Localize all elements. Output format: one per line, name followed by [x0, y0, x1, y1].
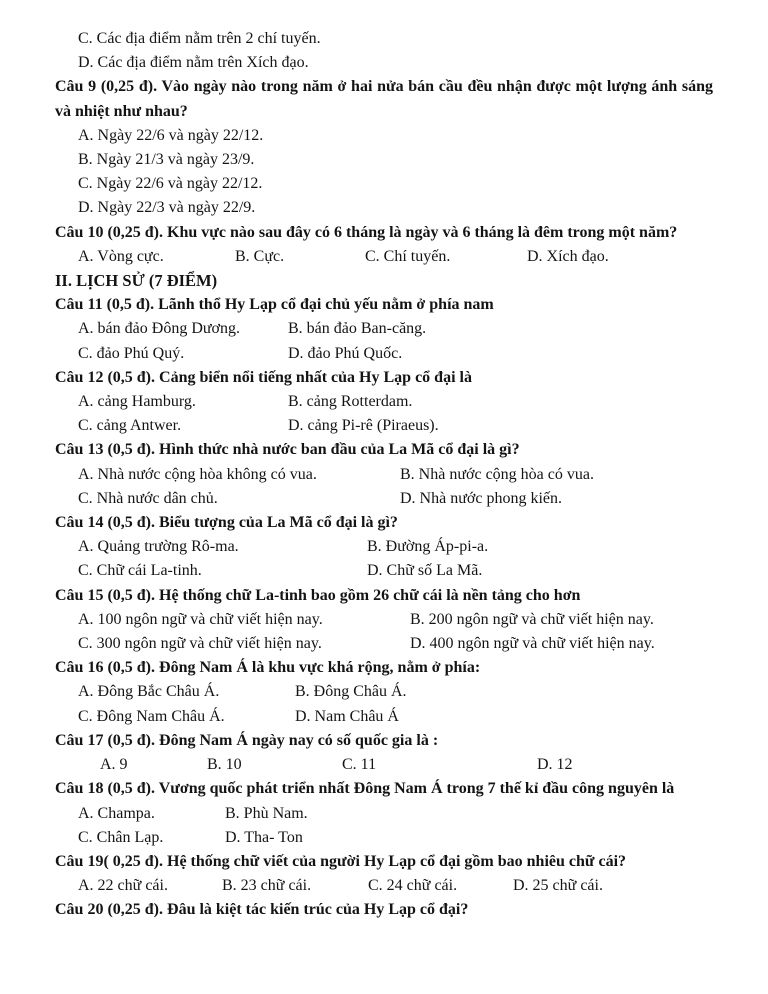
q16-options-row-cd: [55, 705, 713, 729]
q11-option-c: C. đảo Phú Quý.: [78, 344, 185, 362]
q12-options-row-ab: [55, 390, 713, 414]
q9-option-c: C. Ngày 22/6 và ngày 22/12.: [78, 175, 263, 193]
q10-options-row: [55, 245, 713, 269]
q11-option-a: A. bán đảo Đông Dương.: [78, 320, 240, 338]
question-14: Câu 14 (0,5 đ). Biểu tượng của La Mã cổ đại là gì?: [55, 514, 398, 532]
q15-option-c: C. 300 ngôn ngữ và chữ viết hiện nay.: [78, 635, 322, 653]
q12-options-row-cd: [55, 414, 713, 438]
q19-option-c: C. 24 chữ cái.: [368, 877, 458, 895]
q15-options-row-cd: [55, 632, 713, 656]
q14-option-d: D. Chữ số La Mã.: [367, 562, 483, 580]
q13-option-d: D. Nhà nước phong kiến.: [400, 489, 562, 507]
question-16: Câu 16 (0,5 đ). Đông Nam Á là khu vực khá rộng, nằm ở phía:: [55, 659, 481, 677]
q14-option-c: C. Chữ cái La-tinh.: [78, 562, 202, 580]
q19-option-a: A. 22 chữ cái.: [78, 877, 168, 895]
q12-option-d: D. cảng Pi-rê (Piraeus).: [288, 417, 439, 435]
section-header-history: II. LỊCH SỬ (7 ĐIỂM): [55, 271, 218, 291]
q15-option-a: A. 100 ngôn ngữ và chữ viết hiện nay.: [78, 610, 323, 628]
q18-options-row-cd: [55, 826, 713, 850]
q11-option-d: D. đảo Phú Quốc.: [288, 344, 403, 362]
q17-option-a: A. 9: [100, 756, 128, 774]
question-11: Câu 11 (0,5 đ). Lãnh thổ Hy Lạp cổ đại chủ yếu nằm ở phía nam: [55, 296, 494, 314]
q13-options-row-cd: [55, 487, 713, 511]
q16-options-row-ab: [55, 680, 713, 704]
q13-option-a: A. Nhà nước cộng hòa không có vua.: [78, 465, 317, 483]
q10-option-a: A. Vòng cực.: [78, 247, 164, 265]
q14-option-b: B. Đường Áp-pi-a.: [367, 538, 489, 556]
q12-option-a: A. cảng Hamburg.: [78, 393, 196, 411]
q14-option-a: A. Quảng trường Rô-ma.: [78, 538, 239, 556]
q16-option-a: A. Đông Bắc Châu Á.: [78, 683, 220, 701]
q15-option-b: B. 200 ngôn ngữ và chữ viết hiện nay.: [410, 610, 654, 628]
q19-options-row: [55, 874, 713, 898]
q9-option-d: D. Ngày 22/3 và ngày 22/9.: [78, 199, 256, 217]
q16-option-b: B. Đông Châu Á.: [295, 683, 407, 701]
q17-option-b: B. 10: [207, 756, 242, 774]
q18-option-d: D. Tha- Ton: [225, 828, 303, 846]
q15-options-row-ab: [55, 608, 713, 632]
q13-option-c: C. Nhà nước dân chủ.: [78, 489, 218, 507]
q12-option-c: C. cảng Antwer.: [78, 417, 182, 435]
q18-option-c: C. Chân Lạp.: [78, 828, 164, 846]
q18-option-b: B. Phù Nam.: [225, 804, 308, 822]
question-12: Câu 12 (0,5 đ). Cảng biển nổi tiếng nhất của Hy Lạp cổ đại là: [55, 368, 472, 386]
question-17: Câu 17 (0,5 đ). Đông Nam Á ngày nay có số quốc gia là :: [55, 731, 439, 749]
question-18: Câu 18 (0,5 đ). Vương quốc phát triển nhất Đông Nam Á trong 7 thế kỉ đầu công nguyên là: [55, 780, 675, 798]
q16-option-d: D. Nam Châu Á: [295, 707, 399, 725]
question-9: Câu 9 (0,25 đ). Vào ngày nào trong năm ở hai nửa bán cầu đều nhận được một lượng ánh sáng và nhiệt như nhau?: [55, 78, 713, 120]
question-13: Câu 13 (0,5 đ). Hình thức nhà nước ban đầu của La Mã cổ đại là gì?: [55, 441, 520, 459]
q16-option-c: C. Đông Nam Châu Á.: [78, 707, 225, 725]
q11-options-row-cd: [55, 342, 713, 366]
q17-options-row: [55, 753, 713, 777]
question-15: Câu 15 (0,5 đ). Hệ thống chữ La-tinh bao gồm 26 chữ cái là nền tảng cho hơn: [55, 586, 581, 604]
question-10: Câu 10 (0,25 đ). Khu vực nào sau đây có 6 tháng là ngày và 6 tháng là đêm trong một năm?: [55, 223, 678, 241]
q17-option-d: D. 12: [537, 756, 573, 774]
q8-option-c: C. Các địa điểm nằm trên 2 chí tuyến.: [78, 30, 321, 47]
q8-option-d: D. Các địa điểm nằm trên Xích đạo.: [78, 54, 309, 72]
q10-option-c: C. Chí tuyến.: [365, 247, 451, 265]
q10-option-b: B. Cực.: [235, 247, 285, 265]
question-20: Câu 20 (0,25 đ). Đâu là kiệt tác kiến trúc của Hy Lạp cổ đại?: [55, 901, 469, 919]
question-19: Câu 19( 0,25 đ). Hệ thống chữ viết của người Hy Lạp cổ đại gồm bao nhiêu chữ cái?: [55, 852, 627, 870]
q11-option-b: B. bán đảo Ban-căng.: [288, 320, 427, 338]
q15-option-d: D. 400 ngôn ngữ và chữ viết hiện nay.: [410, 635, 655, 653]
q19-option-d: D. 25 chữ cái.: [513, 877, 603, 895]
q14-options-row-cd: [55, 559, 713, 583]
q14-options-row-ab: [55, 535, 713, 559]
q11-options-row-ab: [55, 317, 713, 341]
q12-option-b: B. cảng Rotterdam.: [288, 393, 413, 411]
q10-option-d: D. Xích đạo.: [527, 247, 609, 265]
q18-option-a: A. Champa.: [78, 804, 155, 822]
q9-option-a: A. Ngày 22/6 và ngày 22/12.: [78, 126, 264, 144]
q9-option-b: B. Ngày 21/3 và ngày 23/9.: [78, 151, 255, 169]
q13-option-b: B. Nhà nước cộng hòa có vua.: [400, 465, 594, 483]
q18-options-row-ab: [55, 802, 713, 826]
q19-option-b: B. 23 chữ cái.: [222, 877, 312, 895]
q17-option-c: C. 11: [342, 756, 377, 774]
q13-options-row-ab: [55, 463, 713, 487]
